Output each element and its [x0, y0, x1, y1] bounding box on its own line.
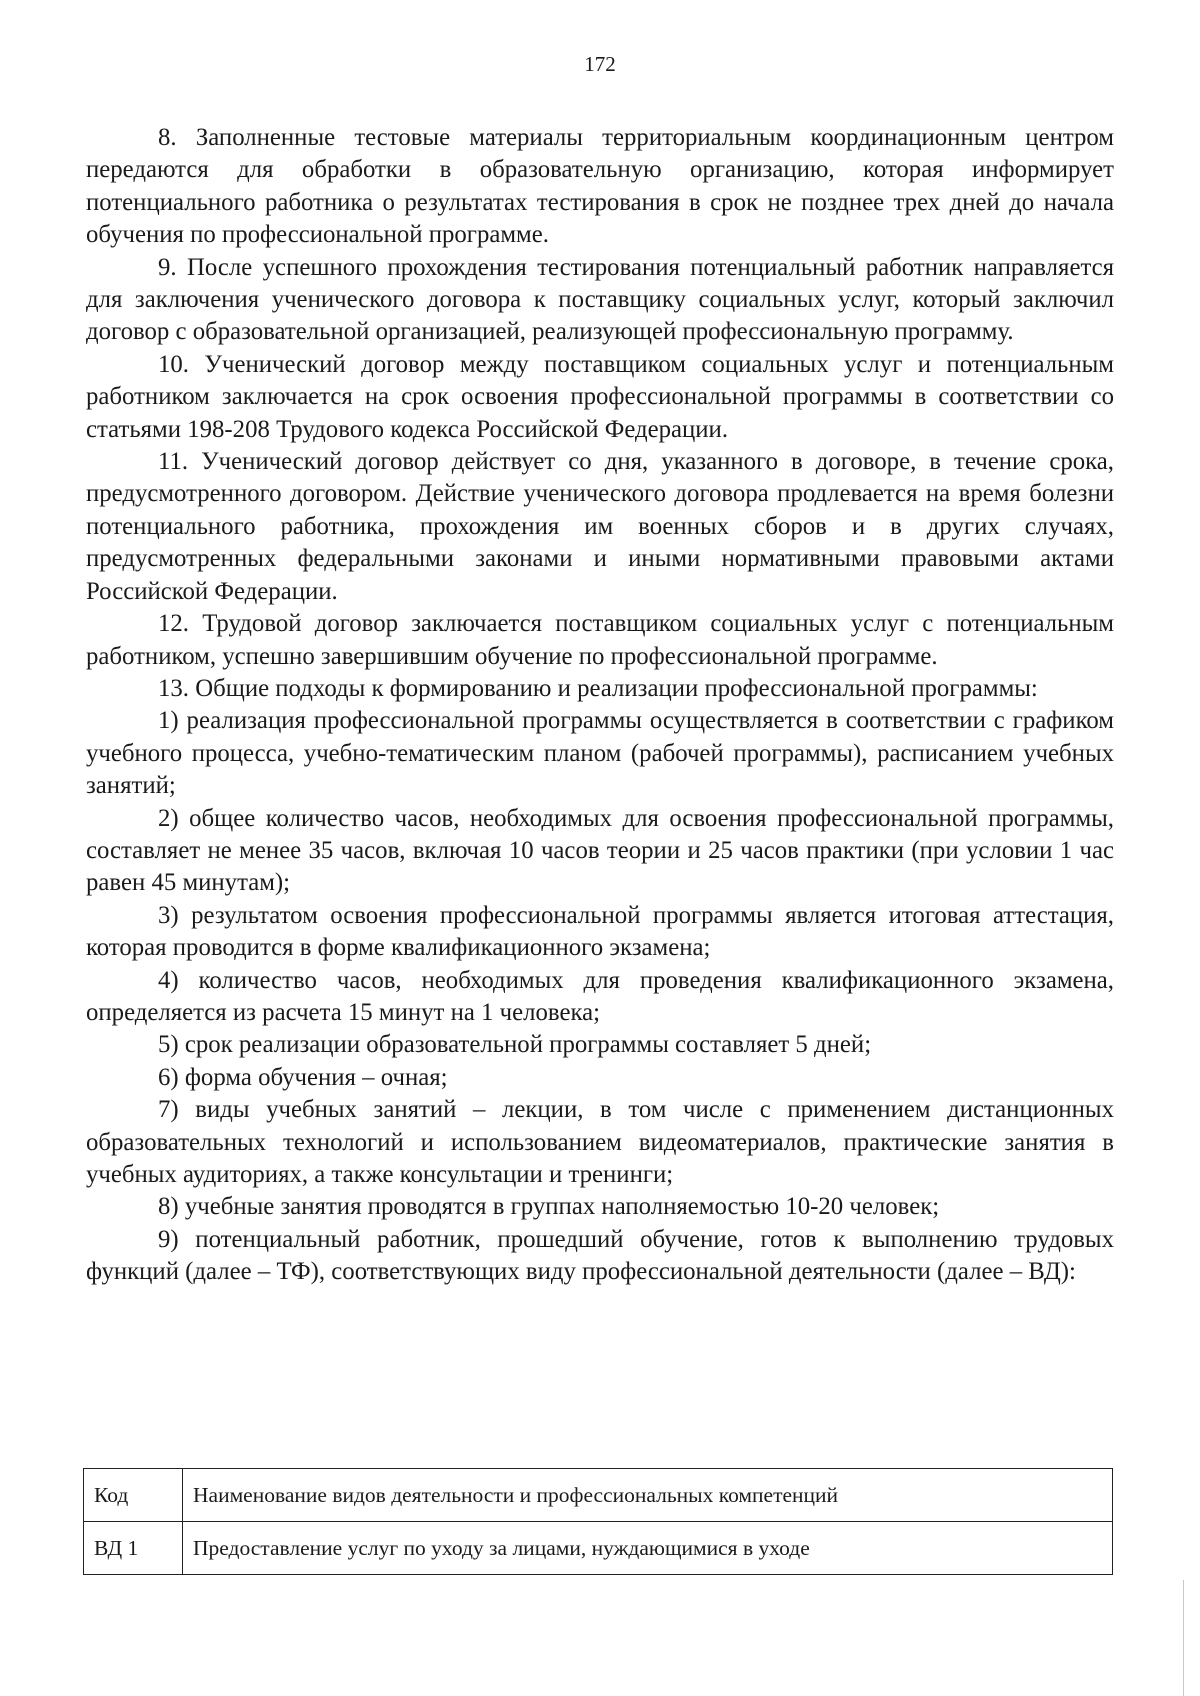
table-header-code: Код: [84, 1469, 183, 1522]
table-header-name: Наименование видов деятельности и профессиональных компетенций: [183, 1469, 1113, 1522]
list-item-1: 1) реализация профессиональной программы осуществляется в соответствии с графиком учебного процесса, учебно-тематическим планом (рабочей программы), расписанием учебных занятий;: [86, 707, 1114, 800]
list-item-5: 5) срок реализации образовательной программы составляет 5 дней;: [158, 1031, 872, 1059]
list-item-8: 8) учебные занятия проводятся в группах наполняемостью 10-20 человек;: [158, 1193, 940, 1221]
paragraph-12: 12. Трудовой договор заключается поставщиком социальных услуг с потенциальным работником, успешно завершившим обучение по профессиональной программе.: [86, 610, 1114, 670]
table-row: [84, 1522, 1113, 1575]
list-item-7: 7) виды учебных занятий – лекции, в том числе с применением дистанционных образовательных технологий и использованием видеоматериалов, практические занятия в учебных аудиториях, а также консультации и тренинги;: [86, 1096, 1114, 1188]
table-header-row: [84, 1469, 1113, 1522]
paragraph-10: 10. Ученический договор между поставщиком социальных услуг и потенциальным работником заключается на срок освоения профессиональной программы в соответствии со статьями 198-208 Трудового кодекса Российской Федерации.: [86, 350, 1114, 443]
list-item-9: 9) потенциальный работник, прошедший обучение, готов к выполнению трудовых функций (далее – ТФ), соответствующих виду профессиональной деятельности (далее – ВД):: [86, 1225, 1114, 1286]
list-item-3: 3) результатом освоения профессиональной программы является итоговая аттестация, которая проводится в форме квалификационного экзамена;: [86, 901, 1114, 962]
paragraph-8: 8. Заполненные тестовые материалы территориальным координационным центром передаются для обработки в образовательную организацию, которая информирует потенциального работника о результатах тестирования в срок не позднее трех дней до начала обучения по профессиональной программе.: [86, 124, 1114, 249]
document-body: [86, 122, 1114, 1289]
list-item-4: 4) количество часов, необходимых для проведения квалификационного экзамена, определяется из расчета 15 минут на 1 человека;: [86, 966, 1114, 1026]
list-item-2: 2) общее количество часов, необходимых для освоения профессиональной программы, составляет не менее 35 часов, включая 10 часов теории и 25 часов практики (при условии 1 час равен 45 минутам);: [86, 804, 1114, 897]
paragraph-11: 11. Ученический договор действует со дня, указанного в договоре, в течение срока, предусмотренного договором. Действие ученического договора продлевается на время болезни потенциального работника, прохождения им военных сборов и в других случаях, предусмотренных федеральными законами и иными нормативными правовыми актами Российской Федерации.: [86, 448, 1114, 605]
competencies-table: [83, 1468, 1113, 1575]
page-number: 172: [584, 52, 616, 76]
table-cell-name: Предоставление услуг по уходу за лицами, нуждающимися в уходе: [183, 1522, 1113, 1575]
list-item-6: 6) форма обучения – очная;: [158, 1063, 448, 1091]
table-cell-code: ВД 1: [84, 1522, 183, 1575]
paragraph-13: 13. Общие подходы к формированию и реализации профессиональной программы:: [158, 674, 1038, 702]
scan-edge-line: [1183, 1580, 1184, 1696]
paragraph-9: 9. После успешного прохождения тестирования потенциальный работник направляется для заключения ученического договора к поставщику социальных услуг, который заключил договор с образовательной организацией, реализующей профессиональную программу.: [86, 253, 1114, 346]
